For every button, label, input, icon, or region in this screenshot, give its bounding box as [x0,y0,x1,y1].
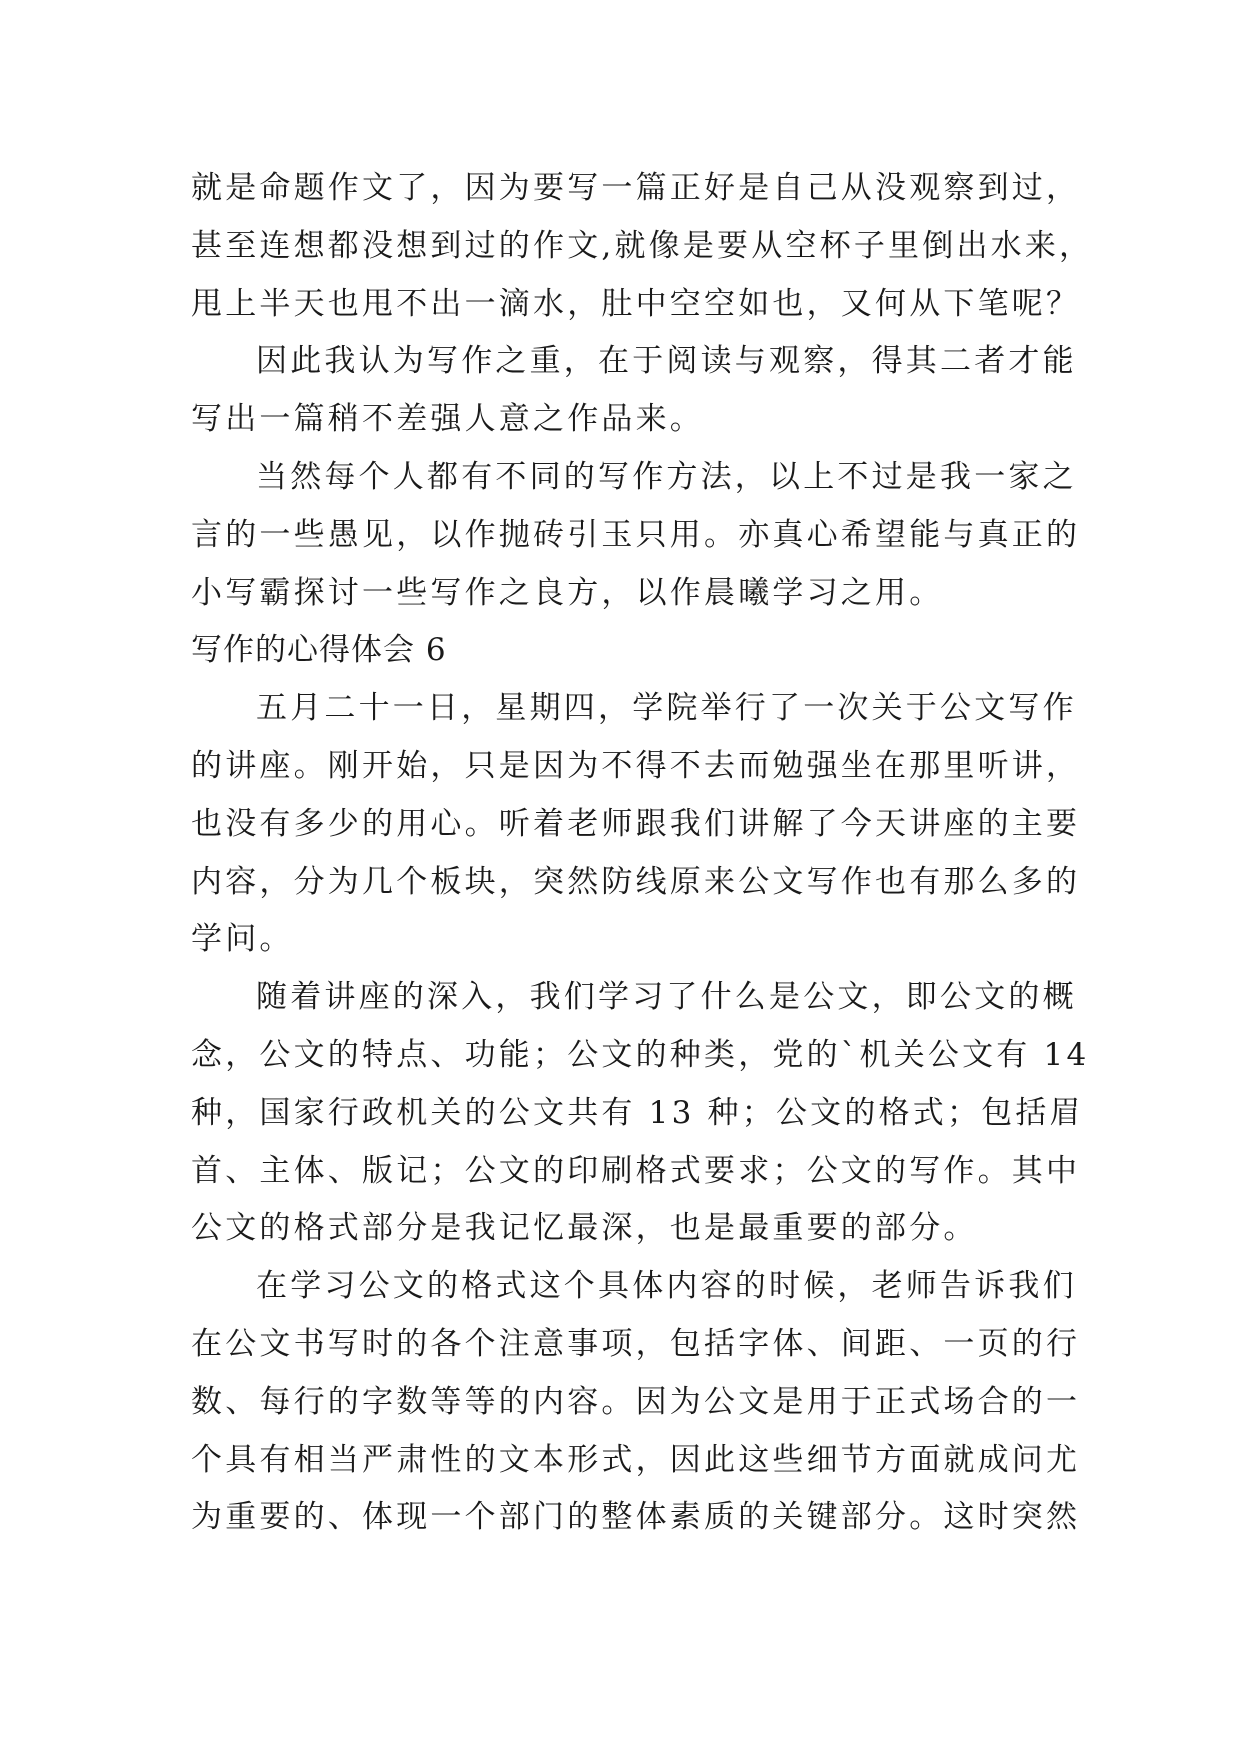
text-line: 个具有相当严肃性的文本形式，因此这些细节方面就成问尤 [191,1441,1081,1478]
paragraph-start-line: 在学习公文的格式这个具体内容的时候，老师告诉我们 [256,1268,1077,1305]
paragraph-start-line: 当然每个人都有不同的写作方法，以上不过是我一家之 [256,458,1077,495]
text-line: 首、主体、版记；公文的印刷格式要求；公文的写作。其中 [191,1152,1081,1189]
text-line: 数、每行的字数等等的内容。因为公文是用于正式场合的一 [191,1383,1081,1420]
text-line: 内容，分为几个板块，突然防线原来公文写作也有那么多的 [191,863,1081,900]
text-line: 为重要的、体现一个部门的整体素质的关键部分。这时突然 [191,1499,1081,1536]
text-line: 写出一篇稍不差强人意之作品来。 [191,401,704,438]
text-line: 小写霸探讨一些写作之良方，以作晨曦学习之用。 [191,574,944,611]
section-heading: 写作的心得体会 6 [191,632,447,669]
text-line: 也没有多少的用心。听着老师跟我们讲解了今天讲座的主要 [191,805,1081,842]
text-line: 公文的格式部分是我记忆最深，也是最重要的部分。 [191,1210,978,1247]
text-line: 的讲座。刚开始，只是因为不得不去而勉强坐在那里听讲， [191,747,1081,784]
text-line: 甩上半天也甩不出一滴水，肚中空空如也，又何从下笔呢？ [191,285,1081,322]
text-line: 念，公文的特点、功能；公文的种类，党的`机关公文有 14 [191,1036,1090,1073]
paragraph-start-line: 随着讲座的深入，我们学习了什么是公文，即公文的概 [256,979,1077,1016]
paragraph-start-line: 五月二十一日，星期四，学院举行了一次关于公文写作 [256,690,1077,727]
paragraph-start-line: 因此我认为写作之重，在于阅读与观察，得其二者才能 [256,343,1077,380]
text-line: 在公文书写时的各个注意事项，包括字体、间距、一页的行 [191,1325,1081,1362]
text-line: 甚至连想都没想到过的作文,就像是要从空杯子里倒出水来， [191,227,1094,264]
text-line: 学问。 [191,921,294,958]
text-line: 言的一些愚见，以作抛砖引玉只用。亦真心希望能与真正的 [191,516,1081,553]
document-body [191,160,1094,1547]
text-line: 就是命题作文了，因为要写一篇正好是自己从没观察到过， [191,170,1081,206]
text-line: 种，国家行政机关的公文共有 13 种；公文的格式；包括眉 [191,1094,1084,1131]
